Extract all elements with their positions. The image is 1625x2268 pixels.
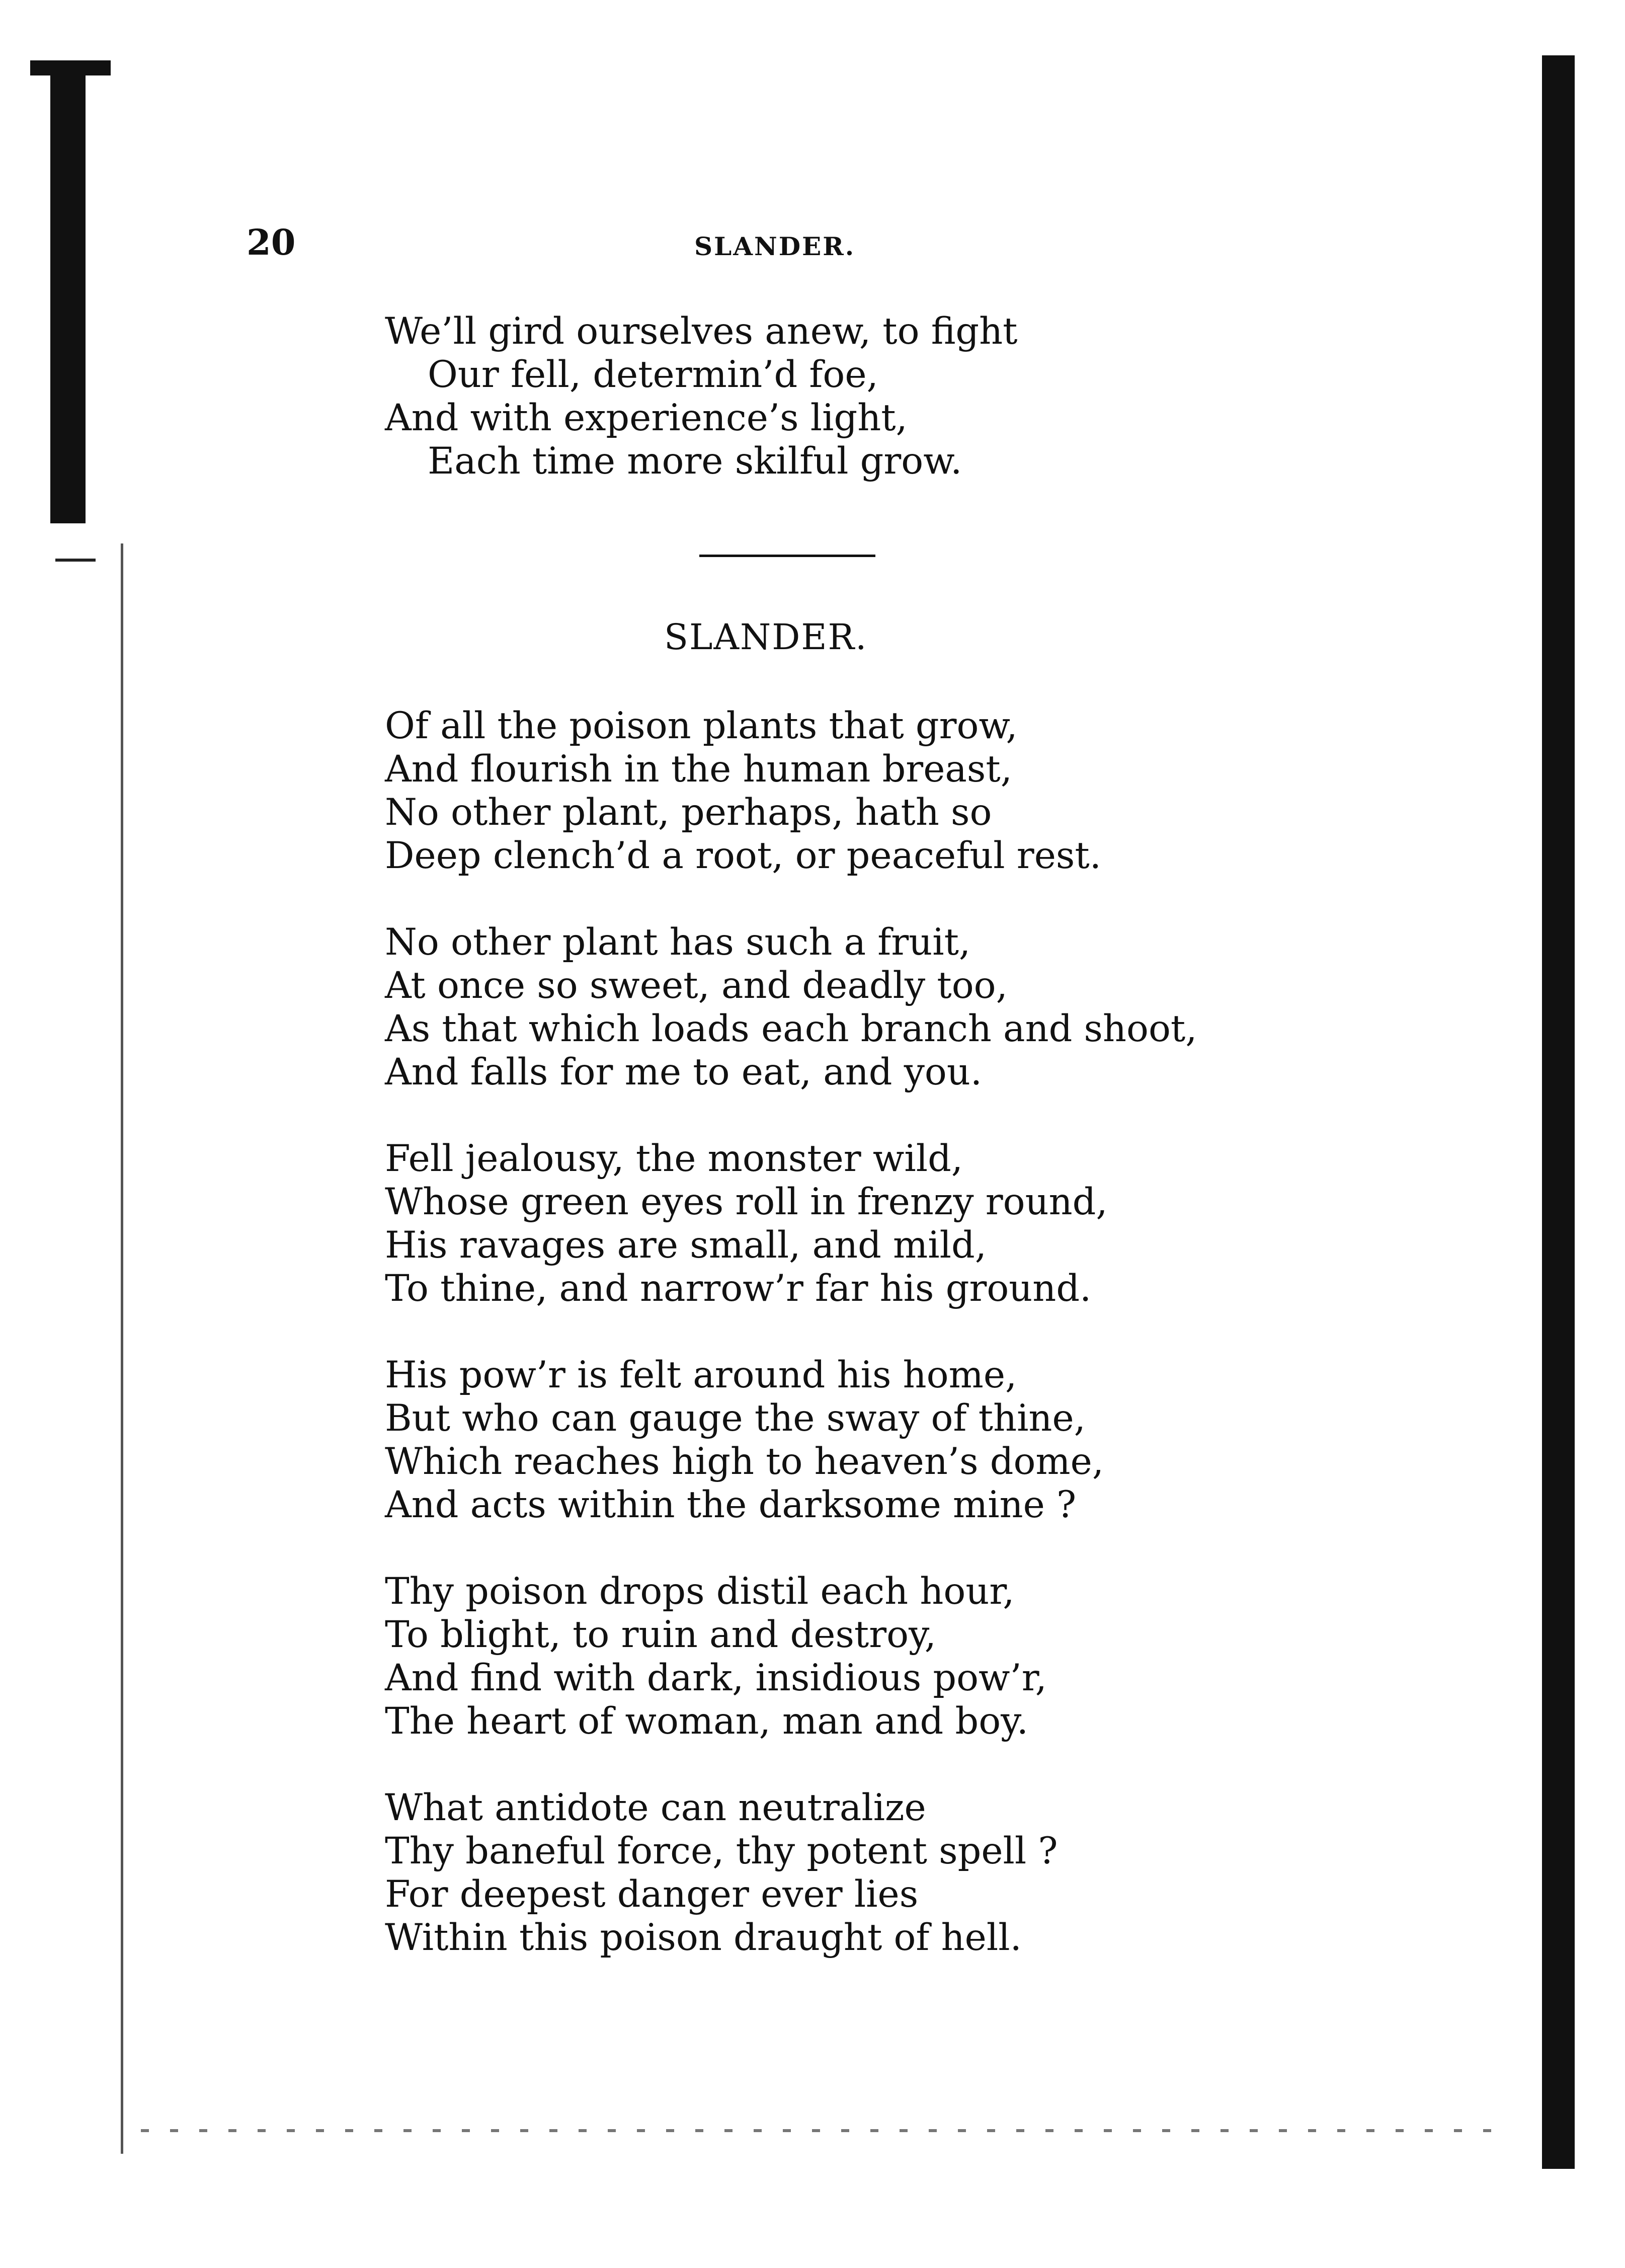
verse-line: To thine, and narrow’r far his ground. <box>385 1267 1092 1310</box>
poem-body <box>385 705 1265 2003</box>
verse-line: No other plant, perhaps, hath so <box>385 791 992 834</box>
verse-line: And find with dark, insidious pow’r, <box>385 1657 1047 1699</box>
verse-line: But who can gauge the sway of thine, <box>385 1397 1086 1440</box>
verse-line: Thy poison drops distil each hour, <box>385 1570 1015 1613</box>
verse-line: His ravages are small, and mild, <box>385 1224 987 1267</box>
verse-line: Which reaches high to heaven’s dome, <box>385 1440 1104 1483</box>
verse-line: And falls for me to eat, and you. <box>385 1051 983 1093</box>
previous-poem-ending <box>385 310 1265 483</box>
verse-line: Thy baneful force, thy potent spell ? <box>385 1830 1058 1872</box>
verse-line: The heart of woman, man and boy. <box>385 1700 1028 1743</box>
verse-line: And with experience’s light, <box>385 397 908 439</box>
verse-line: His pow’r is felt around his home, <box>385 1354 1017 1396</box>
scan-edge-bar-left <box>50 70 86 523</box>
verse-line: As that which loads each branch and shoot, <box>385 1007 1197 1050</box>
scan-edge-line-left <box>121 543 123 2154</box>
stanza <box>385 921 1265 1094</box>
verse-line: Each time more skilful grow. <box>428 440 962 483</box>
scan-edge-bar-right <box>1542 55 1575 2169</box>
verse-line: Deep clench’d a root, or peaceful rest. <box>385 834 1101 877</box>
stanza <box>385 705 1265 878</box>
verse-line: Within this poison draught of hell. <box>385 1916 1022 1959</box>
verse-line: To blight, to ruin and destroy, <box>385 1613 936 1656</box>
scan-edge-dash <box>55 559 96 562</box>
scan-speckle <box>141 2129 1499 2132</box>
stanza <box>385 1137 1265 1310</box>
verse-line: At once so sweet, and deadly too, <box>385 964 1008 1007</box>
verse-line: And acts within the darksome mine ? <box>385 1483 1077 1526</box>
verse-line: What antidote can neutralize <box>385 1786 926 1829</box>
verse-line: Whose green eyes roll in frenzy round, <box>385 1181 1108 1223</box>
verse-line: No other plant has such a fruit, <box>385 921 971 964</box>
section-divider <box>699 555 875 557</box>
verse-line: And flourish in the human breast, <box>385 748 1012 791</box>
stanza <box>385 1570 1265 1743</box>
running-title: SLANDER. <box>694 231 856 261</box>
page-number: 20 <box>247 221 296 263</box>
stanza <box>385 1786 1265 1960</box>
verse-line: We’ll gird ourselves anew, to fight <box>385 310 1018 353</box>
verse-line: Our fell, determin’d foe, <box>428 353 878 396</box>
verse-line: Fell jealousy, the monster wild, <box>385 1137 963 1180</box>
poem-title: SLANDER. <box>664 616 868 658</box>
verse-line: Of all the poison plants that grow, <box>385 705 1018 747</box>
verse-line: For deepest danger ever lies <box>385 1873 919 1916</box>
stanza <box>385 1354 1265 1527</box>
